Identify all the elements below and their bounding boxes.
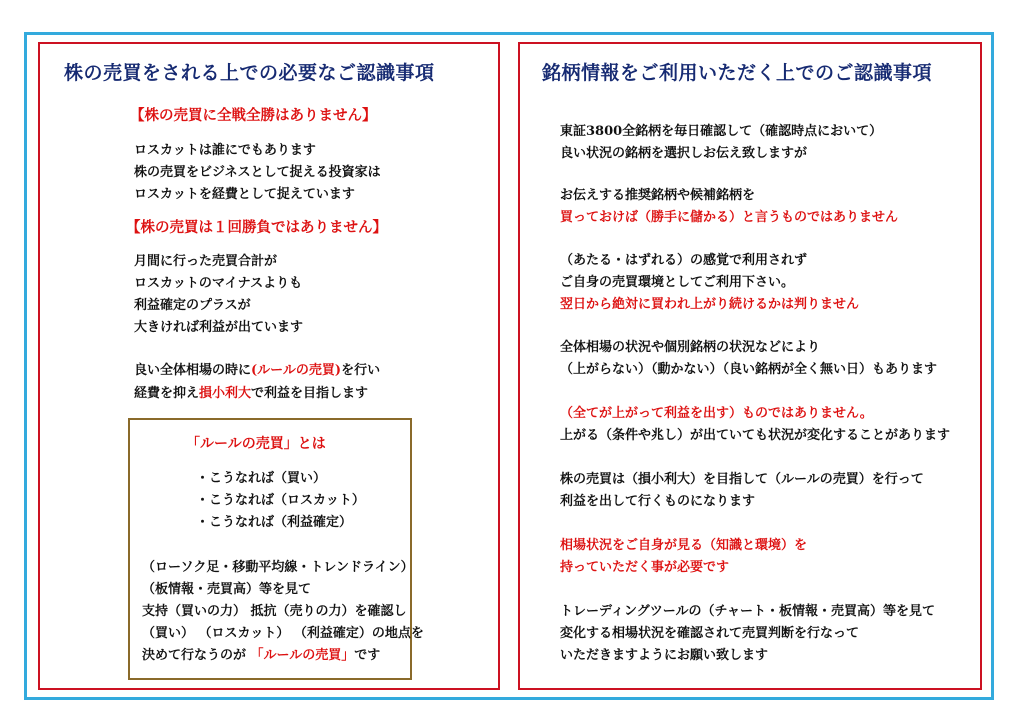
- left-block2-line: ロスカットのマイナスよりも: [134, 276, 303, 291]
- left-block2-line: 大きければ利益が出ています: [134, 320, 304, 335]
- right-p3-warning: 翌日から絶対に買われ上がり続けるかは判りません: [560, 297, 860, 312]
- left-title: 株の売買をされる上での必要なご認識事項: [64, 62, 435, 84]
- left-block1-line: ロスカットを経費として捉えています: [134, 187, 355, 202]
- right-p2-warning: 買っておけば（勝手に儲かる）と言うものではありません: [560, 210, 899, 225]
- rule-box-body-line: 支持（買いの力） 抵抗（売りの力）を確認し: [142, 604, 407, 619]
- right-p7-warning: 相場状況をご自身が見る（知識と環境）を: [560, 538, 808, 553]
- left-block2-line: 利益確定のプラスが: [134, 298, 251, 313]
- text-segment: を行い: [341, 363, 381, 378]
- rule-box-bullet: ・こうなれば（買い）: [196, 471, 327, 486]
- text-segment: 経費を抑え: [134, 386, 200, 401]
- right-p6-line: 株の売買は（損小利大）を目指して（ルールの売買）を行って: [560, 472, 924, 487]
- right-p5-line: 上がる（条件や兆し）が出ていても状況が変化することがあります: [560, 428, 951, 443]
- right-p7-warning: 持っていただく事が必要です: [560, 560, 730, 575]
- rule-box-bullet: ・こうなれば（利益確定）: [196, 515, 353, 530]
- right-p4-line: 全体相場の状況や個別銘柄の状況などにより: [560, 340, 821, 355]
- right-p3-line: ご自身の売買環境としてご利用下さい。: [560, 275, 795, 290]
- right-p5-warning: （全てが上がって利益を出す）ものではありません。: [560, 406, 873, 421]
- text-segment: 決めて行なうのが: [142, 648, 251, 663]
- rule-box-bullet: ・こうなれば（ロスカット）: [196, 493, 365, 508]
- left-block1-line: 株の売買をビジネスとして捉える投資家は: [134, 165, 381, 180]
- rule-box-body-line: （買い） （ロスカット） （利益確定）の地点を: [142, 626, 424, 641]
- right-p2-line: お伝えする推奨銘柄や候補銘柄を: [560, 188, 756, 203]
- right-p8-line: 変化する相場状況を確認されて売買判断を行なって: [560, 626, 860, 641]
- right-p4-line: （上がらない）（動かない）（良い銘柄が全く無い日）もあります: [560, 362, 938, 377]
- right-p1-line: 良い状況の銘柄を選択しお伝え致しますが: [560, 146, 808, 161]
- left-heading-not-one-shot: 【株の売買は１回勝負ではありません】: [126, 219, 387, 236]
- left-block2-line: 月間に行った売買合計が: [134, 254, 278, 269]
- rule-box-body-line: （板情報・売買高）等を見て: [142, 582, 312, 597]
- right-p8-line: トレーディングツールの（チャート・板情報・売買高）等を見て: [560, 604, 936, 619]
- left-block3-line2: [134, 382, 368, 401]
- rule-trade-highlight: (ルールの売買): [251, 363, 342, 378]
- rule-trade-highlight: 「ルールの売買」: [250, 648, 355, 663]
- text-segment: です: [354, 648, 381, 663]
- right-p3-line: （あたる・はずれる）の感覚で利用されず: [560, 253, 808, 268]
- rule-box-last-line: [142, 644, 380, 663]
- left-heading-no-perfect-record: 【株の売買に全戦全勝はありません】: [130, 107, 377, 124]
- right-p6-line: 利益を出して行くものになります: [560, 494, 756, 509]
- text-segment: 良い全体相場の時に: [134, 363, 252, 378]
- left-block3-line1: [134, 359, 380, 378]
- right-p1-line: 東証3800全銘柄を毎日確認して（確認時点において）: [560, 124, 883, 139]
- small-loss-big-profit-highlight: 損小利大: [199, 386, 252, 401]
- right-p8-line: いただきますようにお願い致します: [560, 648, 769, 663]
- rule-box-title: 「ルールの売買」とは: [186, 436, 326, 452]
- left-block1-line: ロスカットは誰にでもあります: [134, 143, 316, 158]
- rule-box-body-line: （ローソク足・移動平均線・トレンドライン）: [142, 560, 414, 575]
- right-title: 銘柄情報をご利用いただく上でのご認識事項: [542, 62, 933, 84]
- text-segment: で利益を目指します: [251, 386, 369, 401]
